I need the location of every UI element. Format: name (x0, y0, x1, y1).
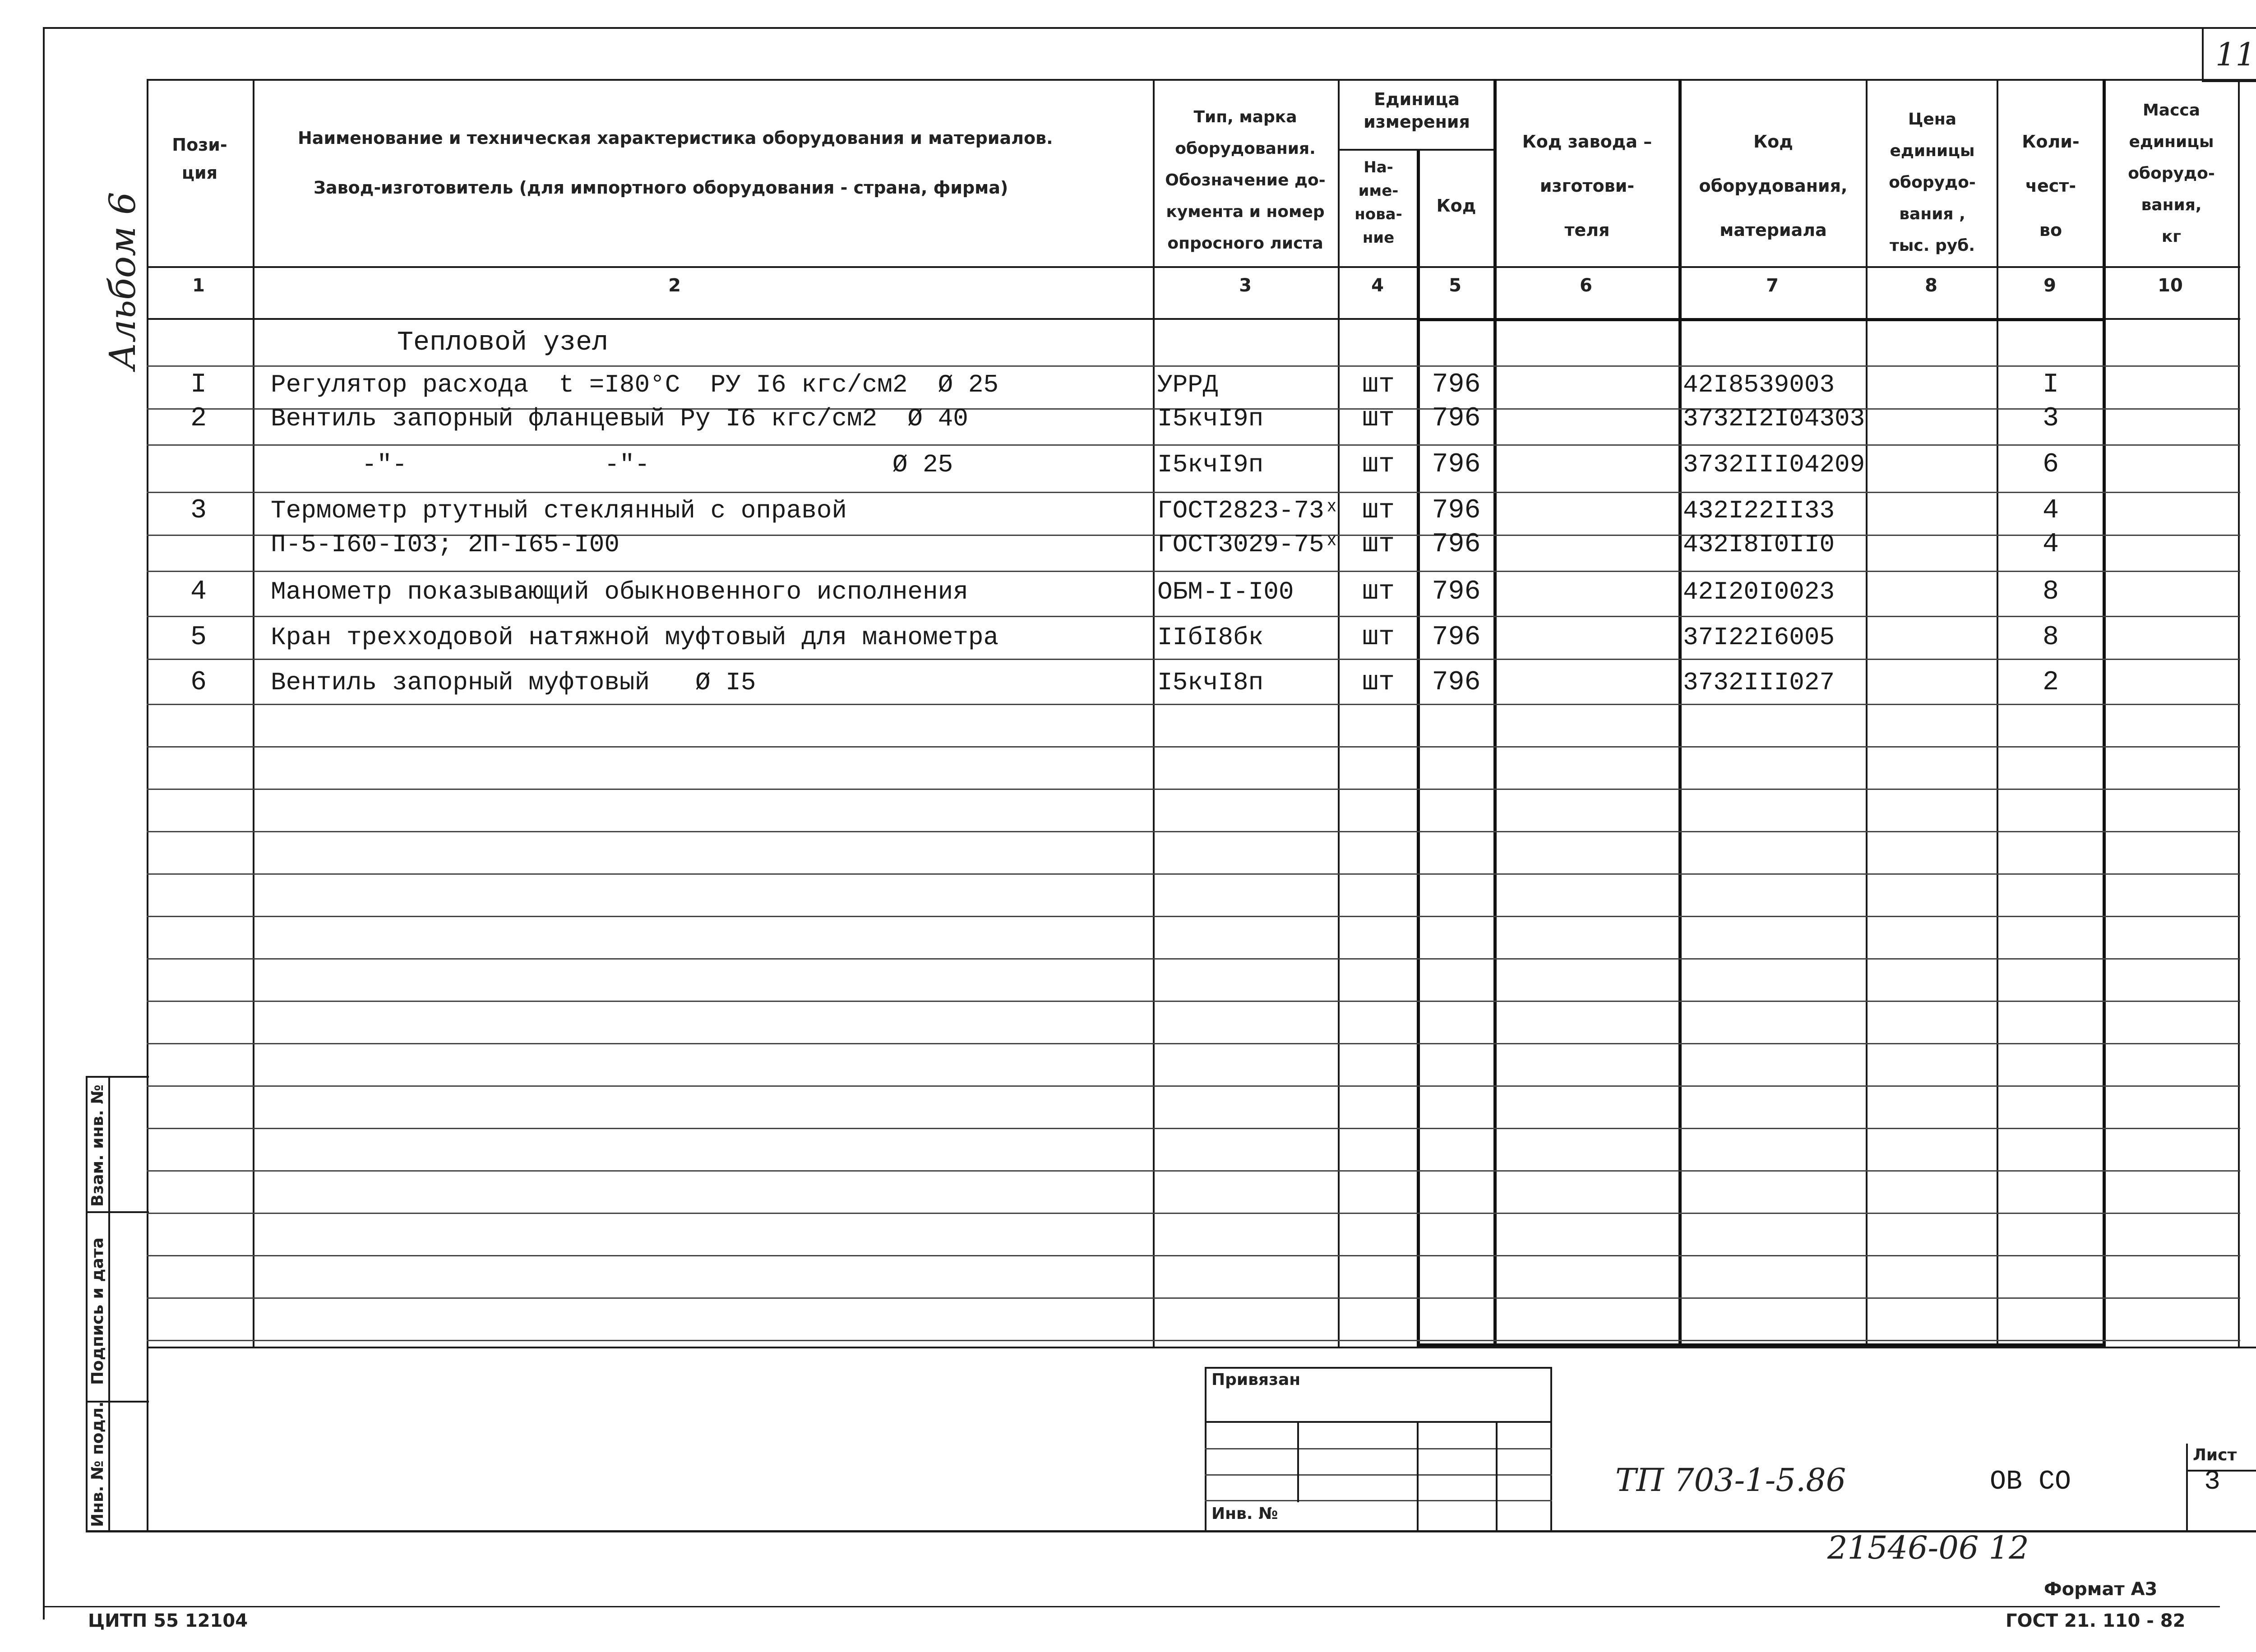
privyazan-line4 (1205, 1500, 1552, 1501)
colnum-5: 5 (1449, 275, 1461, 296)
cell-unit-code: 796 (1432, 667, 1481, 698)
cell-name: Кран трехходовой натяжной муфтовый для манометра (271, 623, 999, 652)
cell-unit-code: 796 (1432, 495, 1481, 526)
cell-type: ГОСТ3029-75ˣ (1157, 530, 1340, 559)
cell-name: Манометр показывающий обыкновенного исполнения (271, 577, 968, 606)
privyazan-top (1205, 1367, 1552, 1369)
col-line-1 (253, 79, 254, 1347)
cell-position: 5 (190, 622, 207, 653)
header-material-code: Код оборудования, материала (1699, 132, 1848, 240)
cell-type: I5кчI9п (1157, 450, 1264, 479)
cell-quantity: 4 (2042, 529, 2059, 560)
row-separator (147, 1085, 2240, 1087)
cell-quantity: I (2042, 369, 2059, 400)
side-stamp-inv: Инв. № подл. (88, 1401, 107, 1527)
cell-unit-code: 796 (1432, 577, 1481, 607)
col-line-8 (1997, 79, 1998, 1347)
cell-material-code: 42I8539003 (1683, 370, 1835, 399)
header-mass: Масса единицы оборудо- вания, кг (2128, 101, 2215, 246)
privyazan-v1 (1297, 1421, 1299, 1502)
cell-unit: шт (1362, 577, 1395, 607)
cell-unit: шт (1362, 622, 1395, 653)
sheet-label: Лист (2193, 1446, 2237, 1464)
row-separator (147, 1255, 2240, 1256)
row-separator (147, 873, 2240, 875)
row-separator (147, 1213, 2240, 1214)
row-separator (147, 1128, 2240, 1129)
cell-unit-code: 796 (1432, 449, 1481, 480)
cell-material-code: 3732III04209 (1683, 450, 1865, 479)
colnum-9: 9 (2043, 275, 2056, 296)
row-separator (147, 492, 2240, 493)
album-label: Альбом 6 (102, 192, 143, 370)
cell-unit-code: 796 (1432, 403, 1481, 434)
table-top (147, 79, 2256, 81)
cell-material-code: 432I8I0II0 (1683, 530, 1835, 559)
cell-name: Термометр ртутный стеклянный с оправой (271, 496, 847, 525)
header-quantity: Коли- чест- во (2022, 132, 2080, 240)
header-unit-name: На- име- нова- ние (1355, 158, 1402, 247)
header-type: Тип, марка оборудования. Обозначение до- кумента и номер опросного листа (1165, 108, 1326, 253)
col-line-2 (1153, 79, 1155, 1347)
row-separator (147, 1043, 2240, 1044)
col-line-5 (1493, 79, 1497, 1347)
cell-unit: шт (1362, 403, 1395, 434)
header-bottom (147, 266, 2240, 268)
cell-material-code: 37I22I6005 (1683, 623, 1835, 652)
col-line-4 (1417, 149, 1420, 1347)
sheet-box-left (2186, 1444, 2188, 1532)
sheet-number-top: 11 (2215, 36, 2256, 73)
col-line-3 (1338, 79, 1340, 1347)
footer-left: ЦИТП 55 12104 (88, 1610, 248, 1631)
section-title: Тепловой узел (397, 328, 609, 358)
colnum-3: 3 (1239, 275, 1252, 296)
privyazan-line2 (1205, 1448, 1552, 1449)
colnum-1: 1 (192, 275, 205, 296)
col-line-7 (1866, 79, 1868, 1347)
cell-unit: шт (1362, 495, 1395, 526)
cell-unit: шт (1362, 529, 1395, 560)
cell-material-code: 42I20I0023 (1683, 577, 1835, 606)
colnum-8: 8 (1925, 275, 1937, 296)
row-separator (147, 1170, 2240, 1172)
frame-top (43, 27, 2256, 29)
doc-suffix: ОВ СО (1990, 1467, 2071, 1497)
colnum-2: 2 (668, 275, 681, 296)
doc-code-text: ТП 703-1-5.86 (1615, 1462, 1846, 1499)
row-separator (147, 1340, 2240, 1341)
row-separator (147, 365, 2240, 367)
row-separator (147, 659, 2240, 660)
cell-position: 2 (190, 403, 207, 434)
row-separator (147, 616, 2240, 617)
cell-quantity: 2 (2042, 667, 2059, 698)
footer-gost: ГОСТ 21. 110 - 82 (2006, 1610, 2186, 1631)
row-separator (147, 704, 2240, 705)
cell-name: П-5-I60-I03; 2П-I65-I00 (271, 530, 619, 559)
sheetbox-left (2202, 27, 2204, 81)
cell-type: УРРД (1157, 370, 1218, 399)
cell-type: IIбI8бк (1157, 623, 1264, 652)
cell-material-code: 3732III027 (1683, 668, 1835, 697)
colnum-6: 6 (1580, 275, 1592, 296)
bold-region-bottom (1417, 1343, 2106, 1347)
cell-material-code: 3732I2I04303 (1683, 404, 1865, 433)
cell-unit-code: 796 (1432, 622, 1481, 653)
cell-type: ГОСТ2823-73ˣ (1157, 496, 1340, 525)
cell-quantity: 6 (2042, 449, 2059, 480)
side-stamp-sep1 (86, 1211, 149, 1213)
row-separator (147, 916, 2240, 917)
row-separator (147, 1297, 2240, 1299)
cell-unit: шт (1362, 449, 1395, 480)
cell-quantity: 8 (2042, 622, 2059, 653)
cell-position: 3 (190, 495, 207, 526)
col-line-9 (2103, 79, 2106, 1347)
privyazan-line1 (1205, 1421, 1552, 1423)
cell-position: 6 (190, 667, 207, 698)
cell-type: ОБМ-I-I00 (1157, 577, 1294, 606)
bold-region-top (1417, 318, 2106, 321)
cell-unit-code: 796 (1432, 529, 1481, 560)
side-stamp-left (86, 1076, 88, 1532)
cell-name: -"- -"- Ø 25 (271, 450, 953, 479)
side-stamp-top (86, 1076, 149, 1078)
cell-quantity: 4 (2042, 495, 2059, 526)
sheet-box-mid (2186, 1470, 2256, 1472)
cell-unit: шт (1362, 369, 1395, 400)
cell-unit: шт (1362, 667, 1395, 698)
privyazan-v3 (1496, 1421, 1498, 1532)
cell-type: I5кчI9п (1157, 404, 1264, 433)
header-name-line1: Наименование и техническая характеристика оборудования и материалов. (298, 128, 1053, 148)
header-position: Пози- ция (172, 135, 227, 183)
cell-quantity: 8 (2042, 577, 2059, 607)
row-separator (147, 1001, 2240, 1002)
col-line-10 (2238, 79, 2240, 1347)
cell-material-code: 432I22II33 (1683, 496, 1835, 525)
row-separator (147, 958, 2240, 960)
colnum-7: 7 (1766, 275, 1779, 296)
table-bottom (147, 1347, 2256, 1348)
side-stamp-vzam: Взам. инв. № (88, 1084, 107, 1207)
footer-line (43, 1606, 2220, 1607)
cell-type: I5кчI8п (1157, 668, 1264, 697)
cell-name: Вентиль запорный муфтовый Ø I5 (271, 668, 756, 697)
privyazan-label: Привязан (1211, 1371, 1301, 1389)
table-left (147, 79, 148, 1532)
frame-left (43, 27, 45, 1620)
cell-position: I (190, 369, 207, 400)
side-stamp-podpis: Подпись и дата (88, 1237, 107, 1385)
row-separator (147, 746, 2240, 748)
header-unit: Единица измерения (1364, 89, 1470, 132)
row-separator (147, 789, 2240, 790)
cell-quantity: 3 (2042, 403, 2059, 434)
header-factory-code: Код завода – изготови- теля (1522, 132, 1652, 240)
unit-subheader-line (1338, 149, 1493, 151)
cell-unit-code: 796 (1432, 369, 1481, 400)
header-unit-code: Код (1436, 196, 1476, 216)
cell-name: Вентиль запорный фланцевый Ру I6 кгс/см2 Ø 40 (271, 404, 968, 433)
header-name-line2: Завод-изготовитель (для импортного оборудования - страна, фирма) (314, 178, 1008, 198)
footer-format: Формат А3 (2044, 1579, 2158, 1600)
row-separator (147, 831, 2240, 832)
row-separator (147, 571, 2240, 572)
colnum-4: 4 (1371, 275, 1384, 296)
doc-code (1615, 1462, 1846, 1499)
colnum-10: 10 (2158, 275, 2183, 296)
header-price: Цена единицы оборудо- вания , тыс. руб. (1889, 110, 1976, 255)
inv-no-label: Инв. № (1211, 1504, 1278, 1523)
privyazan-line3 (1205, 1474, 1552, 1476)
row-separator (147, 444, 2240, 446)
col-line-6 (1678, 79, 1682, 1347)
side-stamp-mid (108, 1076, 110, 1532)
archive-number: 21546-06 12 (1827, 1529, 2029, 1566)
cell-position: 4 (190, 577, 207, 607)
sheet-value: 3 (2204, 1467, 2221, 1497)
cell-name: Регулятор расхода t =I80°C РУ I6 кгс/см2 Ø 25 (271, 370, 999, 399)
privyazan-v2 (1417, 1421, 1419, 1532)
